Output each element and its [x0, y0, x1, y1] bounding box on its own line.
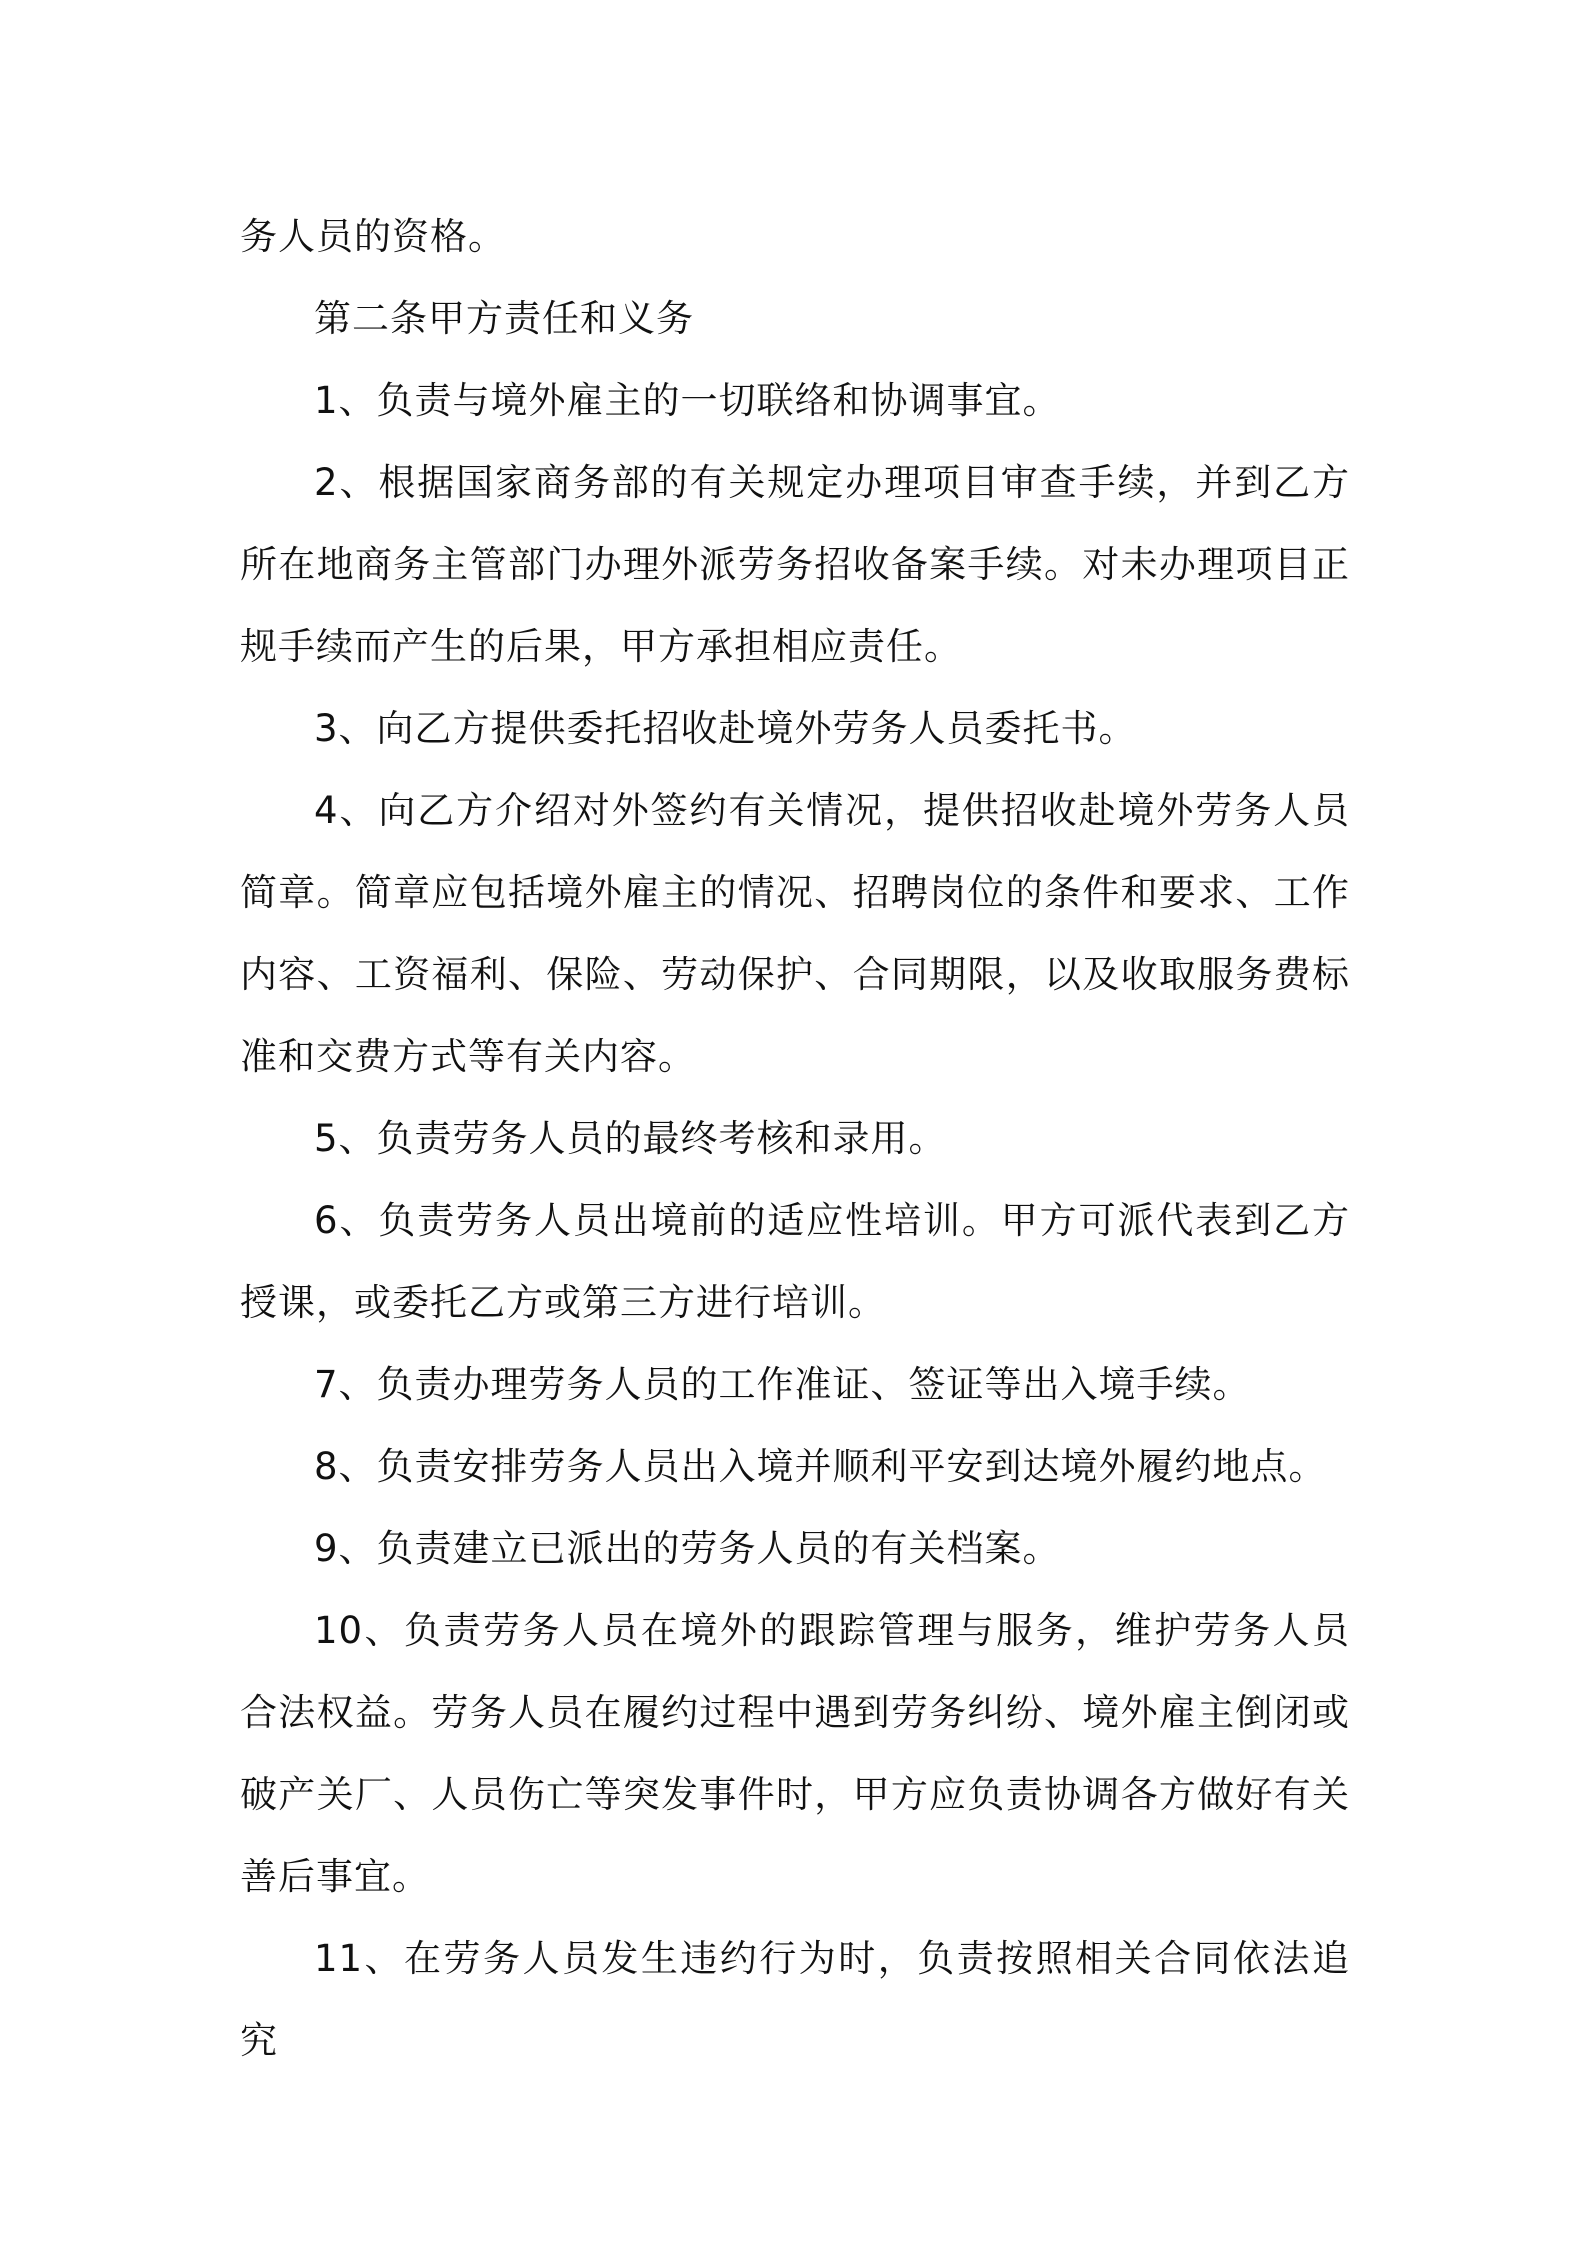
paragraph-9: 9、负责建立已派出的劳务人员的有关档案。 [314, 1527, 1061, 1570]
paragraph-7: 7、负责办理劳务人员的工作准证、签证等出入境手续。 [314, 1363, 1251, 1406]
paragraph-6: 6、负责劳务人员出境前的适应性培训。甲方可派代表到乙方授课，或委托乙方或第三方进行培训。 [240, 1199, 1350, 1324]
paragraph-10: 10、负责劳务人员在境外的跟踪管理与服务，维护劳务人员合法权益。劳务人员在履约过程中遇到劳务纠纷、境外雇主倒闭或破产关厂、人员伤亡等突发事件时，甲方应负责协调各方做好有关善后事宜。 [240, 1609, 1350, 1898]
paragraph-1: 1、负责与境外雇主的一切联络和协调事宜。 [314, 379, 1061, 422]
paragraph-4: 4、向乙方介绍对外签约有关情况，提供招收赴境外劳务人员简章。简章应包括境外雇主的情况、招聘岗位的条件和要求、工作内容、工资福利、保险、劳动保护、合同期限，以及收取服务费标准和交费方式等有关内容。 [240, 789, 1350, 1078]
paragraph-0: 务人员的资格。 [240, 215, 506, 258]
paragraph-3: 3、向乙方提供委托招收赴境外劳务人员委托书。 [314, 707, 1137, 750]
paragraph-5: 5、负责劳务人员的最终考核和录用。 [314, 1117, 947, 1160]
document-page [240, 196, 1350, 2082]
paragraph-11: 11、在劳务人员发生违约行为时，负责按照相关合同依法追究 [240, 1937, 1350, 2062]
paragraph-8: 8、负责安排劳务人员出入境并顺利平安到达境外履约地点。 [314, 1445, 1327, 1488]
paragraph-2: 2、根据国家商务部的有关规定办理项目审查手续，并到乙方所在地商务主管部门办理外派劳务招收备案手续。对未办理项目正规手续而产生的后果，甲方承担相应责任。 [240, 461, 1350, 668]
section-heading: 第二条甲方责任和义务 [314, 297, 694, 340]
